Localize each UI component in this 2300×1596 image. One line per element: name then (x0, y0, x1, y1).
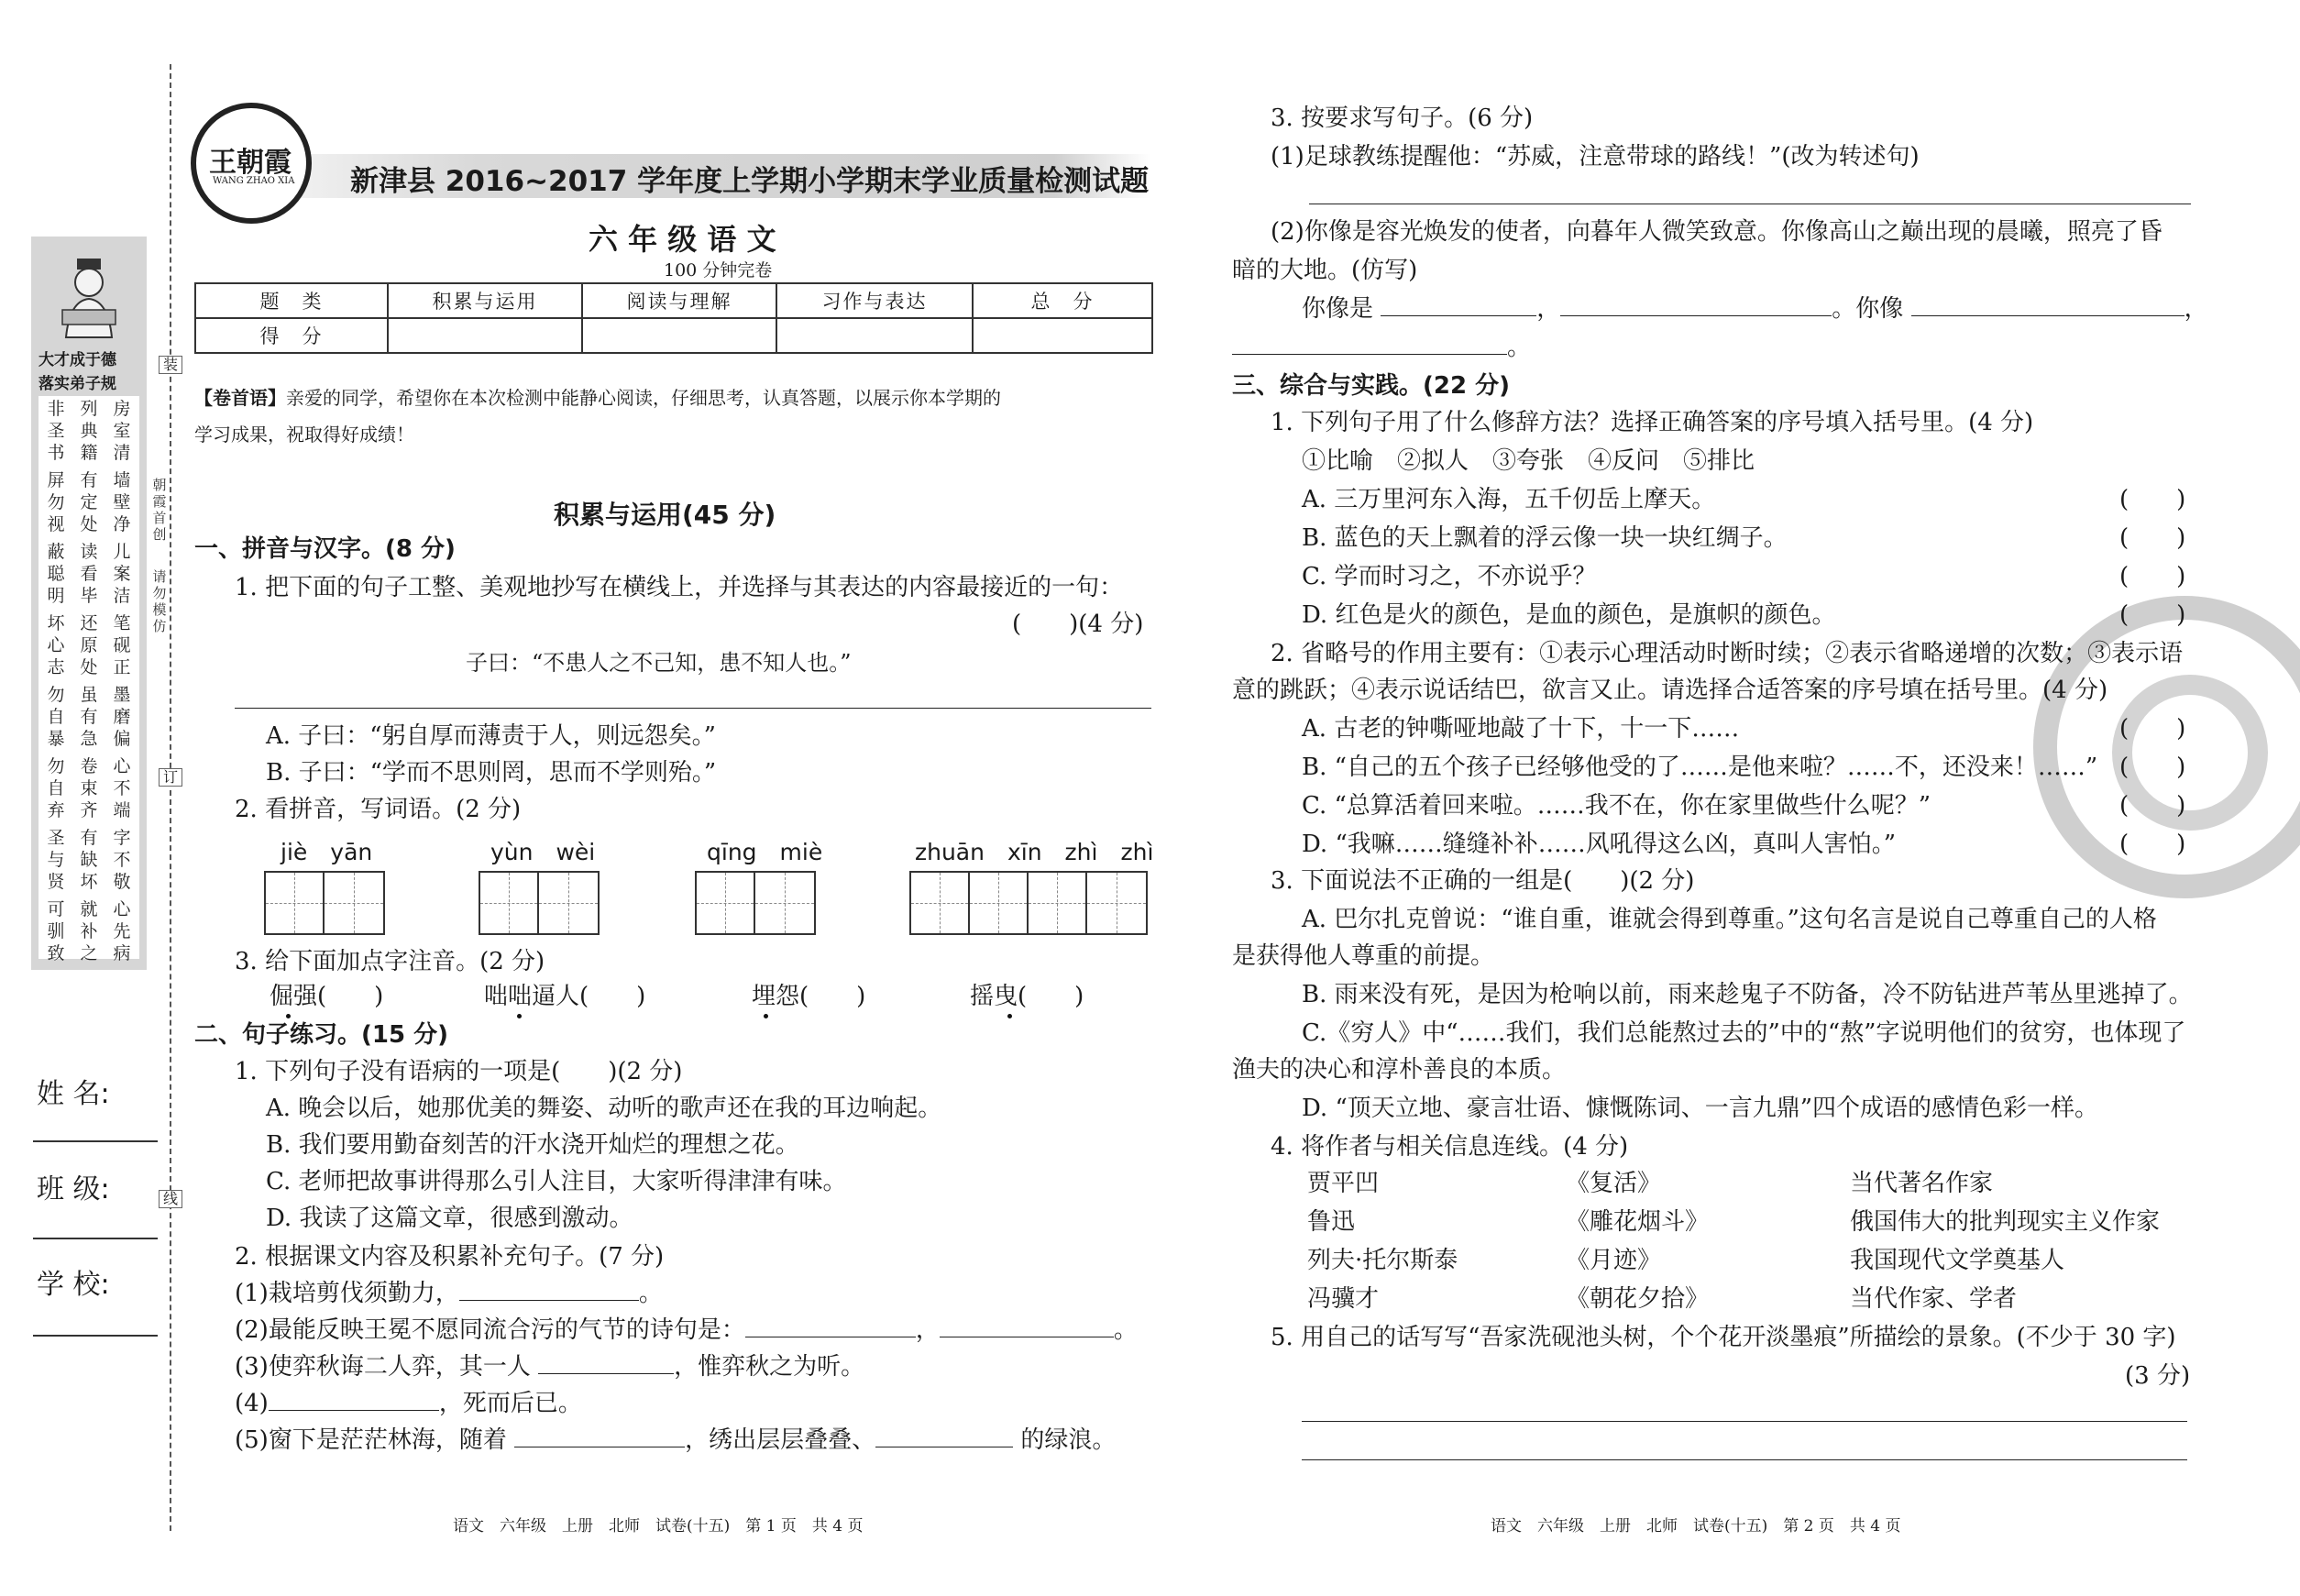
preface-text: 亲爱的同学，希望你在本次检测中能静心阅读，仔细思考，认真答题，以展示你本学期的 (286, 387, 1001, 409)
exam-title: 新津县 2016~2017 学年度上学期小学期末学业质量检测试题 (350, 165, 1150, 198)
slogan-line-2: 落实弟子规 (39, 375, 116, 393)
r5-score: (3 分) (2125, 1362, 2191, 1390)
q22-line-4 (235, 1388, 582, 1419)
r4-work[interactable]: 《月迹》 (1566, 1247, 1662, 1274)
rq3-2-fill-cont: 。 (1232, 332, 1531, 363)
r2-prompt-b: 意的跳跃；④表示说话结巴，欲言又止。请选择合适答案的序号填在括号里。(4 分) (1232, 677, 2108, 704)
q2-prompt: 2. 看拼音，写词语。(2 分) (235, 796, 522, 823)
r1-item-a: A. 三万里河东入海，五千仞岳上摩天。 (1302, 486, 1716, 513)
pinyin-label: zhuān xīn zhì zhì (915, 839, 1154, 865)
subject-title: 六 年 级 语 文 (589, 222, 776, 257)
brand-name: 王朝霞 (209, 147, 292, 179)
motto-box (39, 396, 139, 963)
q22-line-3 (235, 1351, 864, 1382)
page-2-footer: 语文 六年级 上册 北师 试卷(十五) 第 2 页 共 4 页 (1491, 1517, 1901, 1535)
answer-blank[interactable] (875, 1425, 1013, 1447)
q3-item[interactable]: 摇曳( ) (970, 983, 1084, 1010)
r2-item-d: D. “我嘛……缝缝补补……风吼得这么凶，真叫人害怕。” (1302, 831, 1897, 858)
r3-item-d: D. “顶天立地、豪言壮语、慷慨陈词、一言九鼎”四个成语的感情色彩一样。 (1302, 1095, 2099, 1122)
scholar-illustration (50, 253, 128, 341)
r4-info[interactable]: 俄国伟大的批判现实主义作家 (1850, 1208, 2161, 1236)
answer-blank[interactable] (459, 1278, 639, 1301)
q22-line-2: (2)最能反映王冕不愿同流合污的气节的诗句是： ， 。 (235, 1316, 1138, 1344)
q1-score: ( )(4 分) (1012, 611, 1144, 638)
r4-work[interactable]: 《复活》 (1566, 1170, 1662, 1197)
r1-options: ①比喻 ②拟人 ③夸张 ④反问 ⑤排比 (1302, 447, 1755, 475)
page-1-footer: 语文 六年级 上册 北师 试卷(十五) 第 1 页 共 4 页 (453, 1517, 864, 1535)
r4-author[interactable]: 冯骥才 (1307, 1285, 1380, 1313)
writing-grid[interactable] (264, 871, 385, 935)
r4-info[interactable]: 当代作家、学者 (1850, 1285, 2018, 1313)
q3-item[interactable]: 埋怨( ) (752, 983, 866, 1010)
r1-prompt: 1. 下列句子用了什么修辞方法？选择正确答案的序号填入括号里。(4 分) (1271, 409, 2034, 436)
q22-text: (5)窗下是茫茫林海，随着 (235, 1426, 507, 1454)
motto-column: 勿自暴 (47, 685, 65, 749)
motto-column: 卷束齐 (80, 756, 98, 820)
motto-column: 虽有急 (80, 685, 98, 749)
preface (194, 380, 1001, 453)
score-header-cell: 阅读与理解 (582, 283, 776, 318)
r4-author[interactable]: 列夫·托尔斯泰 (1307, 1247, 1458, 1274)
answer-blank[interactable] (1911, 293, 2184, 316)
answer-paren[interactable]: ( ) (2119, 486, 2186, 513)
name-label: 姓 名: (37, 1078, 110, 1110)
answer-paren[interactable]: ( ) (2119, 792, 2186, 820)
score-cell[interactable] (582, 318, 776, 353)
q22-text: (1)栽培剪伐须勤力， (235, 1280, 459, 1307)
r4-work[interactable]: 《朝花夕拾》 (1566, 1285, 1710, 1313)
q22-text: ，绣出层层叠叠、 (685, 1426, 876, 1454)
score-header-cell: 积累与运用 (388, 283, 582, 318)
motto-column: 可驯致 (47, 899, 65, 963)
school-field[interactable] (33, 1335, 158, 1337)
r4-info[interactable]: 当代著名作家 (1850, 1170, 1994, 1197)
rq3-2-fill: 你像是 ， 。你像 ， (1302, 295, 2208, 323)
rq3-prompt: 3. 按要求写句子。(6 分) (1271, 105, 1534, 132)
q21-prompt: 1. 下列句子没有语病的一项是( )(2 分) (235, 1058, 683, 1085)
emphasis-dot (1007, 1014, 1012, 1018)
motto-strip (31, 237, 147, 970)
motto-column: 读看毕 (80, 542, 98, 606)
r3-item-b: B. 雨来没有死，是因为枪响以前，雨来趁鬼子不防备，冷不防钻进芦苇丛里逃掉了。 (1302, 981, 2193, 1008)
q21-option-b[interactable]: B. 我们要用勤奋刻苦的汗水浇开灿烂的理想之花。 (266, 1131, 799, 1159)
answer-blank[interactable] (538, 1351, 674, 1374)
q3-prompt: 3. 给下面加点字注音。(2 分) (235, 948, 545, 975)
preface-label: 【卷首语】 (194, 387, 286, 409)
r3-prompt: 3. 下面说法不正确的一组是( )(2 分) (1271, 867, 1695, 895)
motto-column: 心不端 (113, 756, 131, 820)
motto-column: 笔砚正 (113, 613, 131, 677)
answer-blank[interactable] (269, 1388, 439, 1411)
writing-grid[interactable] (479, 871, 600, 935)
score-cell[interactable] (388, 318, 582, 353)
motto-column: 蔽聪明 (47, 542, 65, 606)
q1-option-a[interactable]: A. 子曰：“躬自厚而薄责于人，则远怨矣。” (266, 722, 716, 750)
r4-work[interactable]: 《雕花烟斗》 (1566, 1208, 1710, 1236)
q21-option-a[interactable]: A. 晚会以后，她那优美的舞姿、动听的歌声还在我的耳边响起。 (266, 1095, 942, 1122)
r2-item-b: B. “自己的五个孩子已经够他受的了……是他来啦？……不，还没来！……” (1302, 754, 2098, 781)
score-header-cell: 题 类 (195, 283, 388, 318)
motto-column: 心先病 (113, 899, 131, 963)
motto-column: 字不敬 (113, 828, 131, 892)
section-2-heading: 二、句子练习。(15 分) (194, 1021, 448, 1049)
r4-info[interactable]: 我国现代文学奠基人 (1850, 1247, 2065, 1274)
duration-note: 100 分钟完卷 (664, 260, 773, 281)
r1-item-c: C. 学而时习之，不亦说乎？ (1302, 563, 1597, 590)
fold-note-original: 朝霞首创 (152, 477, 167, 543)
r2-prompt-a: 2. 省略号的作用主要有：①表示心理活动时断时续；②表示省略递增的次数；③表示语 (1271, 640, 2184, 667)
answer-blank[interactable] (940, 1315, 1114, 1337)
motto-column: 墨磨偏 (113, 685, 131, 749)
motto-column: 圣与贤 (47, 828, 65, 892)
q22-prompt: 2. 根据课文内容及积累补充句子。(7 分) (235, 1243, 665, 1271)
q1-option-b[interactable]: B. 子曰：“学而不思则罔，思而不学则殆。” (266, 759, 717, 787)
answer-paren[interactable]: ( ) (2119, 715, 2186, 743)
score-cell[interactable] (776, 318, 973, 353)
binding-dashed-line (170, 64, 171, 1531)
q22-line-1: (1)栽培剪伐须勤力， 。 (235, 1280, 663, 1307)
fold-mark-xian: 线 (159, 1190, 182, 1208)
section-1-heading: 一、拼音与汉字。(8 分) (194, 535, 456, 563)
motto-column: 房室清 (113, 399, 131, 463)
r1-item-b: B. 蓝色的天上飘着的浮云像一块一块红绸子。 (1302, 524, 1788, 552)
motto-column: 非圣书 (47, 399, 65, 463)
fold-note-no-copy: 请勿模仿 (152, 568, 167, 634)
answer-blank[interactable] (1381, 293, 1536, 316)
motto-column: 列典籍 (80, 399, 98, 463)
emphasis-dot (517, 1014, 522, 1018)
answer-paren[interactable]: ( ) (2119, 601, 2186, 629)
pinyin-label: jiè yān (281, 839, 373, 865)
r4-author[interactable]: 鲁迅 (1307, 1208, 1356, 1236)
emphasis-dot (764, 1014, 768, 1018)
q22-text: 的绿浪。 (1020, 1426, 1117, 1454)
r1-item-d: D. 红色是火的颜色，是血的颜色，是旗帜的颜色。 (1302, 601, 1836, 629)
r5-answer-line[interactable] (1302, 1459, 2187, 1460)
fold-mark-ding: 订 (159, 768, 182, 787)
r5-answer-line[interactable] (1302, 1421, 2187, 1422)
r4-author[interactable]: 贾平凹 (1307, 1170, 1380, 1197)
writing-grid[interactable] (695, 871, 816, 935)
q22-text: (4) (235, 1390, 269, 1417)
r3-item-c1: C.《穷人》中“……我们，我们总能熬过去的”中的“熬”字说明他们的贫穷，也体现了 (1302, 1019, 2186, 1047)
score-header-row (195, 283, 1152, 318)
brand-logo (191, 103, 312, 224)
q22-text: (3)使弈秋诲二人弈，其一人 (235, 1353, 531, 1381)
motto-column: 有定处 (80, 470, 98, 534)
motto-column: 就补之 (80, 899, 98, 963)
rq3-1: (1)足球教练提醒他：“苏威，注意带球的路线！”(改为转述句) (1271, 143, 1920, 171)
preface-text: 学习成果，祝取得好成绩！ (194, 424, 414, 446)
motto-column: 有缺坏 (80, 828, 98, 892)
class-label: 班 级: (37, 1173, 110, 1205)
motto-column: 儿案洁 (113, 542, 131, 606)
part-title: 积累与运用(45 分) (554, 500, 776, 530)
q21-option-c[interactable]: C. 老师把故事讲得那么引人注目，大家听得津津有味。 (266, 1168, 847, 1195)
r5-prompt: 5. 用自己的话写写“吾家洗砚池头树，个个花开淡墨痕”所描绘的景象。(不少于 30 字) (1271, 1324, 2176, 1351)
brand-subtitle: WANG ZHAO XIA (213, 176, 295, 186)
pinyin-label: qīng miè (707, 839, 823, 865)
r3-item-a2: 是获得他人尊重的前提。 (1232, 942, 1495, 970)
q22-text: ，死而后已。 (438, 1390, 582, 1417)
score-header-cell: 总 分 (973, 283, 1152, 318)
writing-grid[interactable] (909, 871, 1148, 935)
score-cell[interactable] (973, 318, 1152, 353)
q1-quote: 子曰：“不患人之不己知，患不知人也。” (466, 650, 852, 676)
r4-prompt: 4. 将作者与相关信息连线。(4 分) (1271, 1133, 1629, 1161)
section-3-heading: 三、综合与实践。(22 分) (1232, 372, 1510, 400)
q1-answer-line[interactable] (235, 708, 1151, 709)
score-row-label: 得 分 (195, 318, 388, 353)
q22-text: (2)最能反映王冕不愿同流合污的气节的诗句是： (235, 1316, 745, 1344)
school-label: 学 校: (37, 1269, 110, 1301)
rq3-2-line-a: (2)你像是容光焕发的使者，向暮年人微笑致意。你像高山之巅出现的晨曦，照亮了昏 (1271, 218, 2162, 246)
q3-item[interactable]: 咄咄逼人( ) (484, 983, 646, 1010)
motto-column: 勿自弃 (47, 756, 65, 820)
answer-blank[interactable] (1560, 293, 1832, 316)
motto-column: 屏勿视 (47, 470, 65, 534)
motto-column: 墙壁净 (113, 470, 131, 534)
rq3-2-line-b: 暗的大地。(仿写) (1232, 257, 1418, 284)
motto-column: 还原处 (80, 613, 98, 677)
fold-mark-zhuang: 装 (159, 356, 182, 374)
motto-column: 坏心志 (47, 613, 65, 677)
q21-option-d[interactable]: D. 我读了这篇文章，很感到激动。 (266, 1205, 633, 1232)
answer-blank[interactable] (1232, 332, 1507, 355)
fill-text: 。你像 (1832, 295, 1904, 323)
answer-paren[interactable]: ( ) (2119, 563, 2186, 590)
q3-item[interactable]: 倔强( ) (270, 983, 384, 1010)
slogan-line-1: 大才成于德 (39, 351, 116, 369)
emphasis-dot (286, 1014, 291, 1018)
score-value-row (195, 318, 1152, 353)
answer-paren[interactable]: ( ) (2119, 754, 2186, 781)
r3-item-a1: A. 巴尔扎克曾说：“谁自重，谁就会得到尊重。”这句名言是说自己尊重自己的人格 (1302, 906, 2157, 933)
fill-text: 你像是 (1302, 295, 1374, 323)
pinyin-label: yùn wèi (490, 839, 596, 865)
answer-blank[interactable] (514, 1425, 685, 1447)
q22-line-5 (235, 1425, 1116, 1456)
r2-item-c: C. “总算活着回来啦。……我不在，你在家里做些什么呢？” (1302, 792, 1931, 820)
answer-blank[interactable] (745, 1315, 916, 1337)
score-header-cell: 习作与表达 (776, 283, 973, 318)
answer-paren[interactable]: ( ) (2119, 524, 2186, 552)
q22-text: ，惟弈秋之为听。 (674, 1353, 865, 1381)
name-field[interactable] (33, 1140, 158, 1142)
score-table (194, 282, 1153, 354)
r2-item-a: A. 古老的钟嘶哑地敲了十下，十一下…… (1302, 715, 1740, 743)
answer-paren[interactable]: ( ) (2119, 831, 2186, 858)
r3-item-c2: 渔夫的决心和淳朴善良的本质。 (1232, 1056, 1567, 1084)
q1-prompt: 1. 把下面的句子工整、美观地抄写在横线上，并选择与其表达的内容最接近的一句： (235, 574, 1124, 601)
class-field[interactable] (33, 1238, 158, 1239)
